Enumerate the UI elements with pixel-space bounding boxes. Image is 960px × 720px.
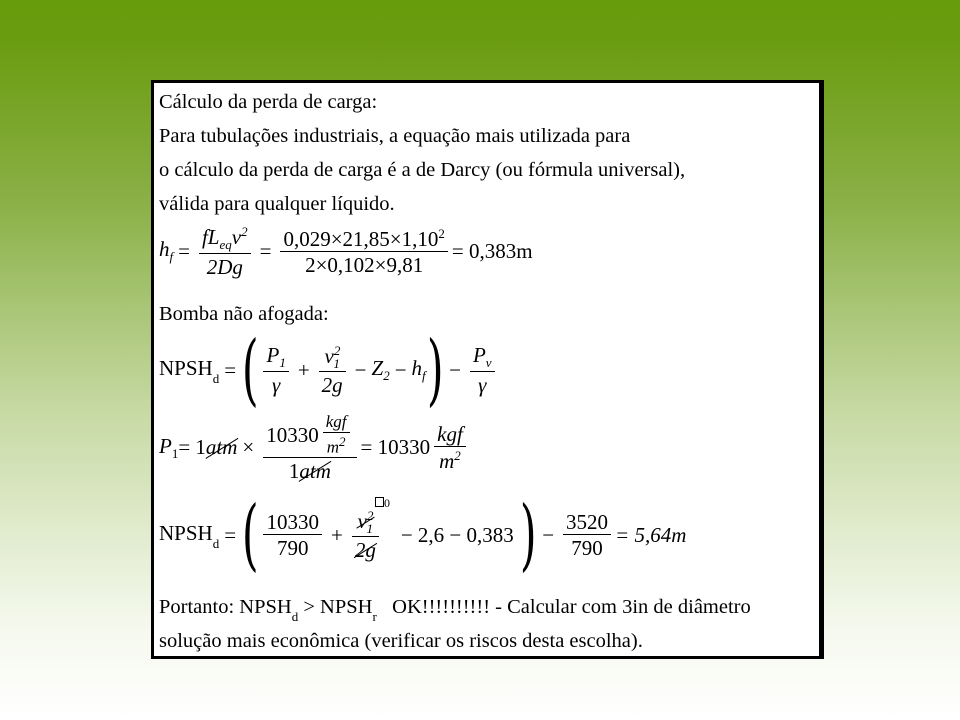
- conclusion-line: Portanto: $NPSH_d$ > $NPSH_r$ OK!!!!!!!!!! - Calcular com 3in de diâmetro: [159, 596, 751, 625]
- placeholder-box-icon: [375, 497, 384, 507]
- paragraph-line-1: Para tubulações industriais, a equação mais utilizada para: [159, 125, 631, 147]
- hf-symbol: $h_f$: [159, 237, 174, 265]
- npsh-final-equation: $NPSH_d$ = ( $\frac{10330}{790}$ + $v^2_1$ 0 2g − 2,6 − 0,383 ) − $\frac{3520}{790}$ = 5,64m: [159, 490, 687, 580]
- p1-conversion-equation: $P_1$ = 1 atm × 10330 $\frac{\text{kgf}}{m^2}$ 1atm = 10330 $\frac{\text{kgf}}{m^2}$: [159, 413, 470, 482]
- paragraph-line-3: válida para qualquer líquido.: [159, 193, 395, 215]
- darcy-result: = 0,383m: [451, 238, 533, 263]
- darcy-equation: $h_f$ = $\frac{fL_{eq}v^2}{2Dg}$ = $\frac{0,029\times 21,85\times 1,10^2}{2\times 0,102\times 9,81}$ = 0,383m: [159, 224, 533, 279]
- darcy-fraction-numeric: $\frac{0,029\times 21,85\times 1,10^2}{2\times 0,102\times 9,81}$: [280, 227, 447, 276]
- paragraph-line-2: o cálculo da perda de carga é a de Darcy (ou fórmula universal),: [159, 159, 686, 181]
- atm-cancelled: atm: [205, 435, 238, 460]
- slide-content-panel: [151, 80, 824, 659]
- conclusion-line-2: solução mais econômica (verificar os riscos desta escolha).: [159, 630, 643, 652]
- npsh-symbol: $NPSH_d$: [159, 355, 220, 387]
- heading-line: Cálculo da perda de carga:: [159, 91, 378, 113]
- pump-condition-line: Bomba não afogada:: [159, 303, 329, 325]
- darcy-fraction-symbolic: $\frac{fL_{eq}v^2}{2Dg}$: [199, 225, 251, 278]
- npsh-formula: $NPSH_d$ = ( $\frac{P_1}{\gamma}$ + $\frac{v^2_1}{2g}$ − $Z_2$ − $h_f$ ) − $\frac{P_v}{\gamma}$: [159, 331, 499, 409]
